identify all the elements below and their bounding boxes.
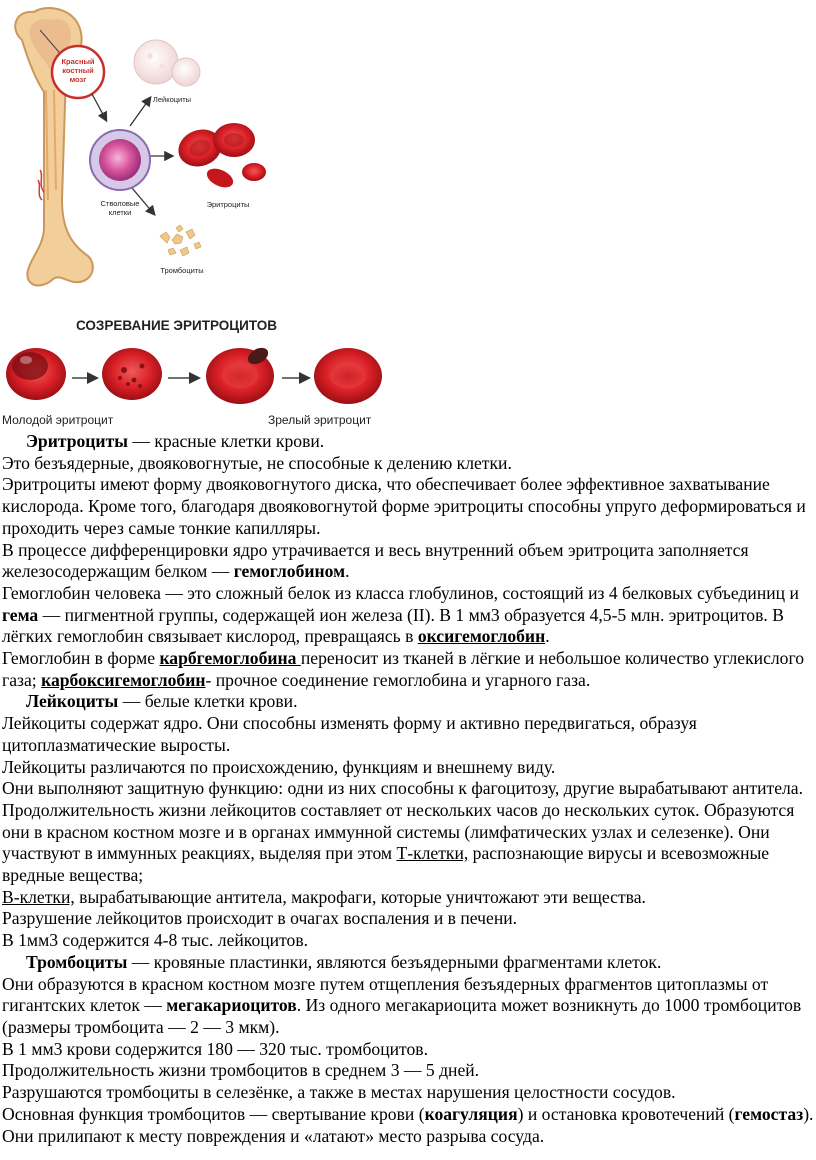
illustrations: [0, 0, 816, 432]
paragraph: Это безъядерные, двояковогнутые, не способные к делению клетки.: [2, 452, 512, 473]
bone-label-line3: мозг: [69, 75, 87, 84]
maturation-stage-2: [102, 348, 162, 400]
erythrocytes-illustration: [173, 123, 266, 191]
maturation-stage-3: [206, 344, 274, 404]
leukocytes-label: Лейкоциты: [152, 95, 192, 104]
paragraph-erythrocytes-intro: Эритроциты — красные клетки крови.: [26, 431, 325, 451]
paragraph: Разрушаются тромбоциты в селезёнке, а также в местах нарушения целостности сосудов.: [2, 1082, 676, 1103]
erythrocytes-label: Эритроциты: [206, 200, 250, 209]
term-leukocytes: Лейкоциты: [26, 691, 119, 712]
platelets-illustration: [160, 225, 201, 256]
stem-cell-illustration: [90, 130, 150, 190]
paragraph: В процессе дифференцировки ядро утрачивается и весь внутренний объем эритроцита заполняется железосодержащим белком — гемоглобином.: [2, 539, 749, 582]
paragraph: Они выполняют защитную функцию: одни из них способны к фагоцитозу, другие вырабатывают антитела. Продолжительность жизни лейкоцитов составляет от нескольких часов до нескольких суток. Образуются они в красном костном мозге и в органах иммунной системы (лимфатических узлах и селезенке). Они участвуют в иммунных реакциях, выделяя при этом Т-клетки, распознающие вирусы и всевозможные вредные вещества;: [2, 778, 804, 886]
bone-label-line1: Красный: [61, 57, 95, 66]
paragraph: В-клетки, вырабатывающие антитела, макрофаги, которые уничтожают эти вещества.: [2, 886, 646, 907]
paragraph: Основная функция тромбоцитов — свертывание крови (коагуляция) и остановка кровотечений (гемостаз). Они прилипают к месту повреждения и «латают» место разрыва сосуда.: [2, 1103, 814, 1146]
paragraph: Продолжительность жизни тромбоцитов в среднем 3 — 5 дней.: [2, 1060, 480, 1081]
paragraph: Лейкоциты содержат ядро. Они способны изменять форму и активно передвигаться, образуя цитоплазматические выросты.: [2, 713, 697, 755]
maturation-stage-4: [314, 348, 382, 404]
paragraph: Они образуются в красном костном мозге путем отщепления безъядерных фрагментов цитоплазмы от гигантских клеток — мегакариоцитов. Из одного мегакариоцита может возникнуть до 1000 тромбоцитов (размеры тромбоцита — 2 — 3 мкм).: [2, 973, 802, 1037]
mature-erythrocyte-label: Зрелый эритроцит: [268, 413, 372, 427]
stem-cells-label-line2: клетки: [108, 208, 132, 217]
paragraph: В 1 мм3 крови содержится 180 — 320 тыс. тромбоцитов.: [2, 1038, 429, 1059]
paragraph: Гемоглобин человека — это сложный белок из класса глобулинов, состоящий из 4 белковых субъединиц и гема — пигментной группы, содержащей ион железа (II). В 1 мм3 образуется 4,5-5 млн. эритроцитов. В лёгких гемоглобин связывает кислород, превращаясь в оксигемоглобин.: [2, 582, 799, 647]
paragraph-leukocytes-intro: Лейкоциты — белые клетки крови.: [26, 691, 298, 712]
bone-label-line2: костный: [62, 66, 94, 75]
young-erythrocyte-label: Молодой эритроцит: [2, 413, 114, 427]
term-platelets: Тромбоциты: [26, 951, 128, 972]
paragraph: Эритроциты имеют форму двояковогнутого диска, что обеспечивает более эффективное захватывание кислорода. Кроме того, благодаря двояковогнутой форме эритроциты способны упруго деформироваться и проходить через самые тонкие капилляры.: [2, 474, 806, 538]
paragraph: Лейкоциты различаются по происхождению, функциям и внешнему виду.: [2, 756, 556, 777]
paragraph: В 1мм3 содержится 4-8 тыс. лейкоцитов.: [2, 930, 309, 951]
paragraph: Гемоглобин в форме карбгемоглобина переносит из тканей в лёгкие и небольшое количество углекислого газа; карбоксигемоглобин- прочное соединение гемоглобина и угарного газа.: [2, 648, 805, 690]
platelets-label: Тромбоциты: [160, 266, 204, 275]
maturation-stage-1: [6, 348, 66, 400]
paragraph: Разрушение лейкоцитов происходит в очагах воспаления и в печени.: [2, 908, 518, 929]
stem-cells-label-line1: Стволовые: [100, 199, 140, 208]
term-erythrocytes: Эритроциты: [26, 431, 128, 451]
article-body: [2, 431, 814, 1147]
leukocytes-illustration: [134, 40, 200, 86]
paragraph-platelets-intro: Тромбоциты — кровяные пластинки, являются безъядерными фрагментами клеток.: [26, 951, 662, 972]
maturation-title: СОЗРЕВАНИЕ ЭРИТРОЦИТОВ: [76, 318, 278, 333]
